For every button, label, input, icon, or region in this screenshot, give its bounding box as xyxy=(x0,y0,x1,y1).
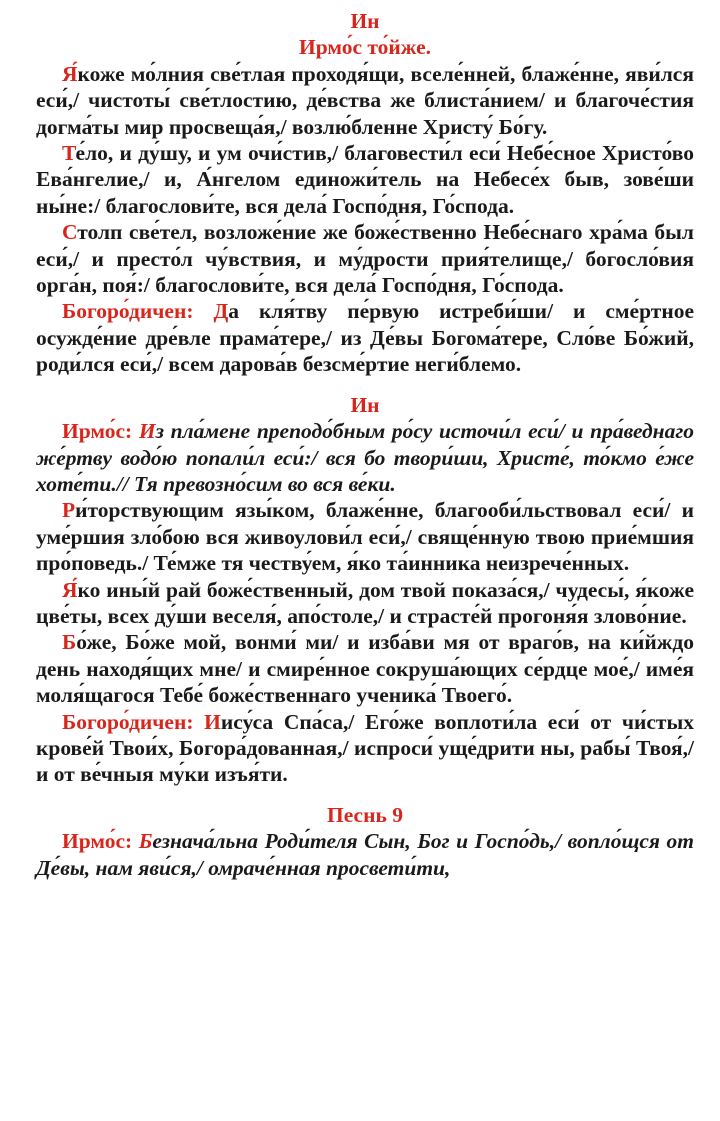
section-heading: Ин xyxy=(350,392,380,417)
verse-text: и́торствующим язы́ком, блаже́нне, благооби́льствовал еси́/ и уме́ршия зло́бою вся живоулови́л еси́,/ свяще́нную твою прие́мшия про́поведь./ Те́мже тя честву́ем, я́ко та́инника неизрече́нных. xyxy=(36,498,694,576)
theotokion-label: Богоро́дичен: xyxy=(62,299,214,324)
verse-5 xyxy=(36,577,694,630)
verse-4 xyxy=(36,497,694,576)
verse-text: а кля́тву пе́рвую истреби́ши/ и сме́ртное осужде́ние дре́вле прама́тере,/ из Де́вы Богома́тере, Сло́ве Бо́жий, роди́лся еси́,/ всем дарова́в безсме́ртие неги́блемо. xyxy=(36,299,694,377)
irmos-label: Ирмо́с: xyxy=(62,829,139,854)
section-heading: Ин xyxy=(350,9,380,33)
irmos-text: з пла́мене преподо́бным ро́су источи́л еси́/ и пра́веднаго же́ртву водо́ю попали́л еси́:/ вся бо твори́ши, Христе́, то́кмо е́же хоте́ти.// Тя превозно́сим во вся ве́ки. xyxy=(36,419,695,496)
irmos-3 xyxy=(36,828,694,881)
drop-initial: Д xyxy=(213,299,229,324)
verse-text: коже мо́лния све́тлая проходя́щи, вселе́нней, блаже́нне, яви́лся еси́,/ чистоты́ све́тлостию, де́вства же блиста́нием/ и благоче́стия догма́ты мир просвеща́я,/ возлю́бленне Христу́ Бо́гу. xyxy=(36,61,694,139)
drop-initial: Т xyxy=(62,141,76,166)
verse-3 xyxy=(36,219,694,298)
verse-text: о́же, Бо́же мой, вонми́ ми/ и изба́ви мя от враго́в, на ки́йждо день находя́щих мне/ и смире́нное сокруша́ющих се́рдце мое́,/ име́я моля́щагося Тебе́ боже́ственнаго ученика́ Твоего́. xyxy=(36,630,694,708)
irmos-2 xyxy=(36,418,694,497)
verse-6 xyxy=(36,629,694,708)
drop-initial: Я́ xyxy=(62,61,78,86)
ode-heading: Песнь 9 xyxy=(327,802,403,827)
drop-initial: Б xyxy=(138,829,153,854)
drop-initial: С xyxy=(62,220,78,245)
drop-initial: Б xyxy=(62,630,77,655)
verse-1 xyxy=(36,61,694,140)
theotokion-label: Богоро́дичен: xyxy=(62,709,205,734)
irmos-label: Ирмо́с: xyxy=(62,419,139,444)
drop-initial: И xyxy=(138,419,156,444)
verse-text: толп све́тел, возложе́ние же боже́ственно Небе́снаго хра́ма был еси́,/ и престо́л чу́вствия, и му́дрости прия́телище,/ богосло́вия орга́н, поя́:/ благослови́те, вся дела́ Госпо́дня, Го́спода. xyxy=(36,220,694,298)
irmos-text: езнача́льна Роди́теля Сын, Бог и Госпо́дь,/ вопло́щся от Де́вы, нам яви́ся,/ омраче́нная просвети́ти, xyxy=(36,829,695,880)
irmos-heading: Ирмо́с то́йже. xyxy=(298,35,432,60)
verse-text: ису́са Спа́са,/ Его́же воплоти́ла еси́ от чи́стых крове́й Твои́х, Богора́дованная,/ испроси́ уще́дрити ны, рабы́ Твоя́,/ и от ве́чныя му́ки изъя́ти. xyxy=(36,709,694,787)
drop-initial: И xyxy=(204,709,221,734)
verse-text: ко ины́й рай боже́ственный, дом твой показа́ся,/ чудесы́, я́коже цве́ты, всех ду́ши веселя́, апо́столе,/ и страсте́й прогоня́я злово́ние. xyxy=(36,577,694,628)
drop-initial: Р xyxy=(62,498,76,523)
verse-2 xyxy=(36,140,694,219)
verse-text: е́ло, и ду́шу, и ум очи́стив,/ благовести́л еси́ Небе́сное Христо́во Ева́нгелие,/ и, А́нгелом единожи́тель на Небесе́х быв, зове́ши ны́не:/ благослови́те, вся дела́ Госпо́дня, Го́спода. xyxy=(36,141,694,218)
theotokion-1 xyxy=(36,298,694,377)
drop-initial: Я́ xyxy=(62,577,78,602)
theotokion-2 xyxy=(36,709,694,788)
